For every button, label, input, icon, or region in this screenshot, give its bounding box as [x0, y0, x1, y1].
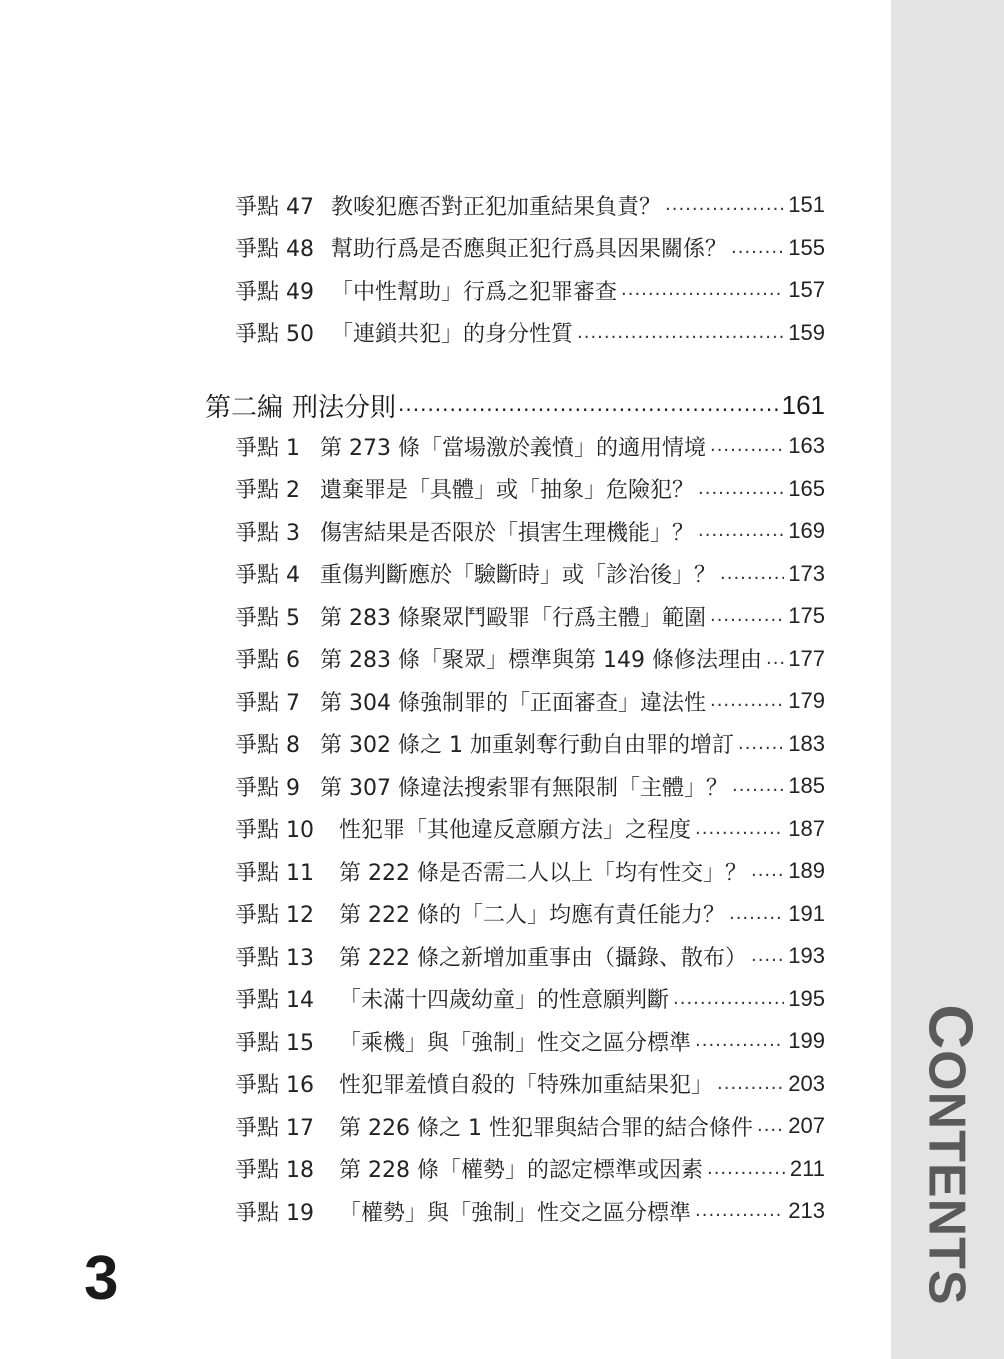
entry-title: 第 226 條之 1 性犯罪與結合罪的結合條件: [339, 1115, 753, 1141]
dot-leader: [673, 988, 784, 1020]
entry-number: 爭點 8: [235, 733, 300, 758]
entry-number: 爭點 4: [235, 563, 300, 588]
entry-page: 155: [788, 234, 825, 260]
entry-title: 第 222 條之新增加重事由（攝錄、散布）: [339, 945, 747, 971]
entry-page: 193: [788, 943, 825, 968]
entry-title: 「乘機」與「強制」性交之區分標準: [339, 1030, 692, 1056]
entry-page: 195: [788, 985, 825, 1011]
entry-page: 179: [788, 688, 825, 713]
toc-entry[interactable]: [235, 510, 825, 552]
entry-number: 爭點 6: [235, 648, 300, 673]
entry-number: 爭點 18: [235, 1158, 314, 1183]
toc-entry[interactable]: [235, 723, 825, 765]
entry-number: 爭點 17: [235, 1115, 314, 1141]
entry-page: 177: [788, 645, 825, 671]
toc-entry[interactable]: [235, 1190, 825, 1232]
entry-title: 「未滿十四歲幼童」的性意願判斷: [339, 988, 670, 1013]
dot-leader: [757, 1115, 784, 1147]
entry-number: 爭點 14: [235, 988, 314, 1013]
toc-entry[interactable]: [235, 978, 825, 1020]
toc-entry[interactable]: [235, 893, 825, 935]
entry-title: 教唆犯應否對正犯加重結果負責？: [331, 194, 662, 220]
toc-entry[interactable]: [235, 553, 825, 595]
dot-leader: [707, 1158, 786, 1190]
dot-leader: [710, 690, 784, 722]
toc-entry[interactable]: [235, 935, 825, 977]
dot-leader: [766, 648, 784, 680]
toc-entry[interactable]: [235, 595, 825, 637]
entry-title: 第 273 條「當場激於義憤」的適用情境: [320, 435, 706, 461]
entry-number: 爭點 2: [235, 478, 300, 503]
dot-leader: [720, 563, 784, 595]
entry-title: 性犯罪「其他違反意願方法」之程度: [339, 818, 692, 843]
toc-entry[interactable]: [235, 227, 825, 269]
entry-title: 幫助行爲是否應與正犯行爲具因果關係？: [331, 237, 728, 262]
entry-number: 爭點 7: [235, 690, 300, 716]
entry-title: 第 283 條聚眾鬥毆罪「行爲主體」範圍: [320, 605, 706, 631]
dot-leader: [695, 1030, 784, 1062]
entry-number: 爭點 1: [235, 435, 300, 461]
entry-title: 遺棄罪是「具體」或「抽象」危險犯？: [320, 478, 695, 503]
dot-leader: [731, 237, 784, 269]
dot-leader: [729, 903, 784, 935]
toc-entry[interactable]: [235, 269, 825, 311]
entry-title: 重傷判斷應於「驗斷時」或「診治後」？: [320, 563, 717, 588]
dot-leader: [695, 1200, 784, 1232]
dot-leader: [751, 945, 784, 977]
toc-entry[interactable]: [235, 638, 825, 680]
entry-page: 183: [788, 730, 825, 756]
entry-number: 爭點 13: [235, 945, 314, 971]
dot-leader: [738, 733, 784, 765]
side-label-initial: C: [915, 1004, 985, 1051]
toc-entry[interactable]: [235, 468, 825, 510]
entry-page: 207: [788, 1113, 825, 1138]
entry-title: 第 304 條強制罪的「正面審查」違法性: [320, 690, 706, 716]
entry-title: 第 307 條違法搜索罪有無限制「主體」？: [320, 775, 728, 801]
toc-entry[interactable]: [235, 808, 825, 850]
entry-number: 爭點 3: [235, 520, 300, 546]
entry-title: 第 222 條的「二人」均應有責任能力？: [339, 903, 725, 928]
entry-title: 「連鎖共犯」的身分性質: [331, 322, 574, 347]
toc-entry[interactable]: [235, 425, 825, 467]
entry-page: 191: [788, 900, 825, 926]
entry-number: 爭點 11: [235, 860, 314, 886]
entry-number: 爭點 5: [235, 605, 300, 631]
entry-title: 第 283 條「聚眾」標準與第 149 條修法理由: [320, 648, 762, 673]
dot-leader: [577, 322, 784, 354]
entry-number: 爭點 9: [235, 775, 300, 801]
page-number: 3: [84, 1244, 119, 1313]
dot-leader: [717, 1073, 784, 1105]
entry-page: 199: [788, 1028, 825, 1053]
entry-page: 211: [789, 1155, 825, 1181]
entry-page: 187: [788, 815, 825, 841]
entry-title: 第 228 條「權勢」的認定標準或因素: [339, 1158, 703, 1183]
section-page: 161: [781, 389, 825, 420]
entry-title: 第 222 條是否需二人以上「均有性交」？: [339, 860, 747, 886]
entry-page: 175: [788, 603, 825, 628]
section-number: 第二編: [205, 392, 284, 423]
entry-page: 185: [788, 773, 825, 798]
toc-entry[interactable]: [235, 1105, 825, 1147]
toc-entry[interactable]: [235, 765, 825, 807]
entry-title: 「中性幫助」行爲之犯罪審查: [331, 279, 618, 305]
entry-number: 爭點 10: [235, 818, 314, 843]
toc-entry[interactable]: [235, 850, 825, 892]
section-heading[interactable]: [205, 382, 825, 428]
entry-number: 爭點 47: [235, 194, 314, 220]
entry-page: 203: [788, 1070, 825, 1096]
dot-leader: [732, 775, 784, 807]
dot-leader: [621, 279, 784, 311]
entry-title: 性犯罪羞憤自殺的「特殊加重結果犯」: [339, 1073, 714, 1098]
dot-leader: [710, 605, 784, 637]
entry-page: 189: [788, 858, 825, 883]
toc-entry[interactable]: [235, 312, 825, 354]
side-label-rest: ONTENTS: [917, 1050, 976, 1306]
entry-page: 169: [788, 518, 825, 543]
entry-page: 157: [788, 277, 825, 302]
entry-page: 151: [788, 192, 825, 217]
entry-title: 「權勢」與「強制」性交之區分標準: [339, 1200, 692, 1226]
entry-number: 爭點 16: [235, 1073, 314, 1098]
entry-title: 傷害結果是否限於「損害生理機能」？: [320, 520, 695, 546]
entry-page: 163: [788, 433, 825, 458]
dot-leader: [751, 860, 784, 892]
toc-entry[interactable]: [235, 184, 825, 226]
toc-entry[interactable]: [235, 680, 825, 722]
dot-leader: [710, 435, 784, 467]
contents-side-label: [915, 1004, 986, 1305]
entry-number: 爭點 19: [235, 1200, 314, 1226]
toc-entry[interactable]: [235, 1063, 825, 1105]
entry-number: 爭點 50: [235, 322, 314, 347]
entry-number: 爭點 49: [235, 279, 314, 305]
dot-leader: [695, 818, 784, 850]
entry-number: 爭點 12: [235, 903, 314, 928]
section-title: 刑法分則: [292, 392, 397, 423]
entry-title: 第 302 條之 1 加重剝奪行動自由罪的增訂: [320, 733, 734, 758]
dot-leader: [698, 520, 784, 552]
entry-number: 爭點 48: [235, 237, 314, 262]
entry-page: 159: [788, 319, 825, 345]
entry-page: 213: [788, 1198, 825, 1223]
toc-entry[interactable]: [235, 1148, 825, 1190]
entry-page: 165: [788, 475, 825, 501]
dot-leader: [665, 194, 784, 226]
entry-page: 173: [788, 560, 825, 586]
dot-leader: [398, 392, 780, 428]
toc-entry[interactable]: [235, 1020, 825, 1062]
entry-number: 爭點 15: [235, 1030, 314, 1056]
dot-leader: [698, 478, 784, 510]
